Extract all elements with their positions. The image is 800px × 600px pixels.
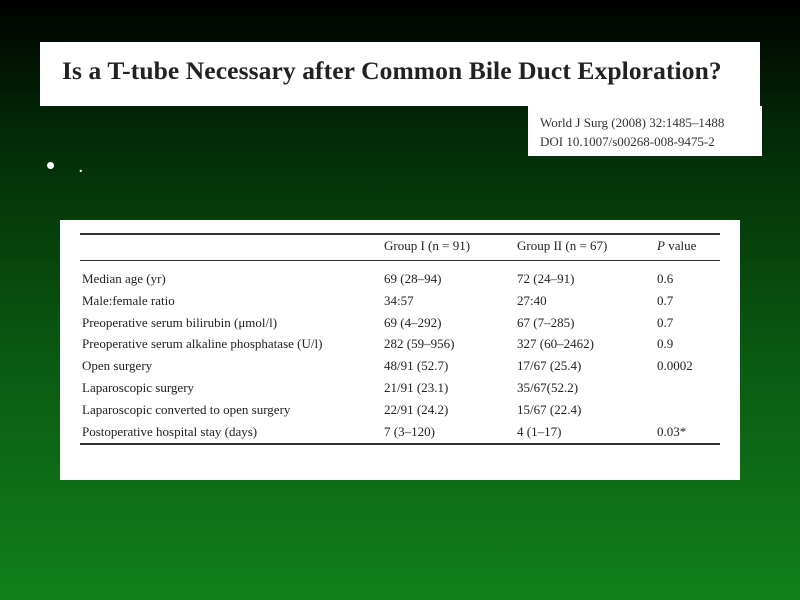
results-table (60, 220, 740, 480)
group-2-value: 17/67 (25.4) (517, 358, 582, 374)
p-value: 0.9 (657, 336, 674, 352)
header-p: P (657, 238, 665, 253)
group-2-value: 4 (1–17) (517, 423, 562, 439)
group-1-value: 7 (3–120) (384, 423, 435, 439)
table-bottom-rule (80, 443, 720, 445)
p-value: 0.0002 (657, 358, 693, 374)
group-2-value: 327 (60–2462) (517, 336, 594, 352)
group-2-value: 72 (24–91) (517, 271, 575, 286)
table-header-rule (80, 260, 720, 261)
p-value: 0.03* (657, 423, 687, 439)
p-value: 0.6 (657, 271, 674, 286)
bullet-text: . (78, 155, 84, 177)
header-p-value (657, 238, 696, 254)
row-label: Preoperative serum bilirubin (μmol/l) (82, 314, 278, 330)
group-1-value: 21/91 (23.1) (384, 380, 449, 395)
citation-doi: DOI 10.1007/s00268-008-9475-2 (540, 134, 715, 149)
table-top-rule (80, 233, 720, 235)
group-2-value: 35/67(52.2) (517, 380, 579, 395)
row-label: Male:female ratio (82, 292, 175, 308)
header-group-1: Group I (n = 91) (384, 238, 471, 253)
row-label: Open surgery (82, 358, 153, 374)
group-2-value: 67 (7–285) (517, 314, 575, 330)
citation-box (528, 106, 762, 156)
group-1-value: 22/91 (24.2) (384, 401, 449, 417)
row-label: Median age (yr) (82, 271, 166, 286)
p-value: 0.7 (657, 292, 674, 308)
paper-title: Is a T-tube Necessary after Common Bile Duct Exploration? (62, 56, 722, 85)
bullet-icon: • (46, 150, 56, 180)
title-banner (40, 42, 760, 106)
citation-journal: World J Surg (2008) 32:1485–1488 (540, 115, 725, 130)
group-1-value: 48/91 (52.7) (384, 358, 449, 374)
header-value: value (668, 238, 697, 253)
group-1-value: 282 (59–956) (384, 336, 455, 352)
group-2-value: 15/67 (22.4) (517, 401, 582, 417)
row-label: Preoperative serum alkaline phosphatase (U/l) (82, 336, 323, 352)
p-value: 0.7 (657, 314, 674, 330)
group-1-value: 34:57 (384, 292, 414, 308)
row-label: Postoperative hospital stay (days) (82, 423, 258, 439)
header-group-2: Group II (n = 67) (517, 238, 608, 253)
row-label: Laparoscopic converted to open surgery (82, 401, 291, 417)
group-1-value: 69 (4–292) (384, 314, 442, 330)
row-label: Laparoscopic surgery (82, 380, 195, 395)
group-2-value: 27:40 (517, 292, 547, 308)
group-1-value: 69 (28–94) (384, 271, 442, 286)
